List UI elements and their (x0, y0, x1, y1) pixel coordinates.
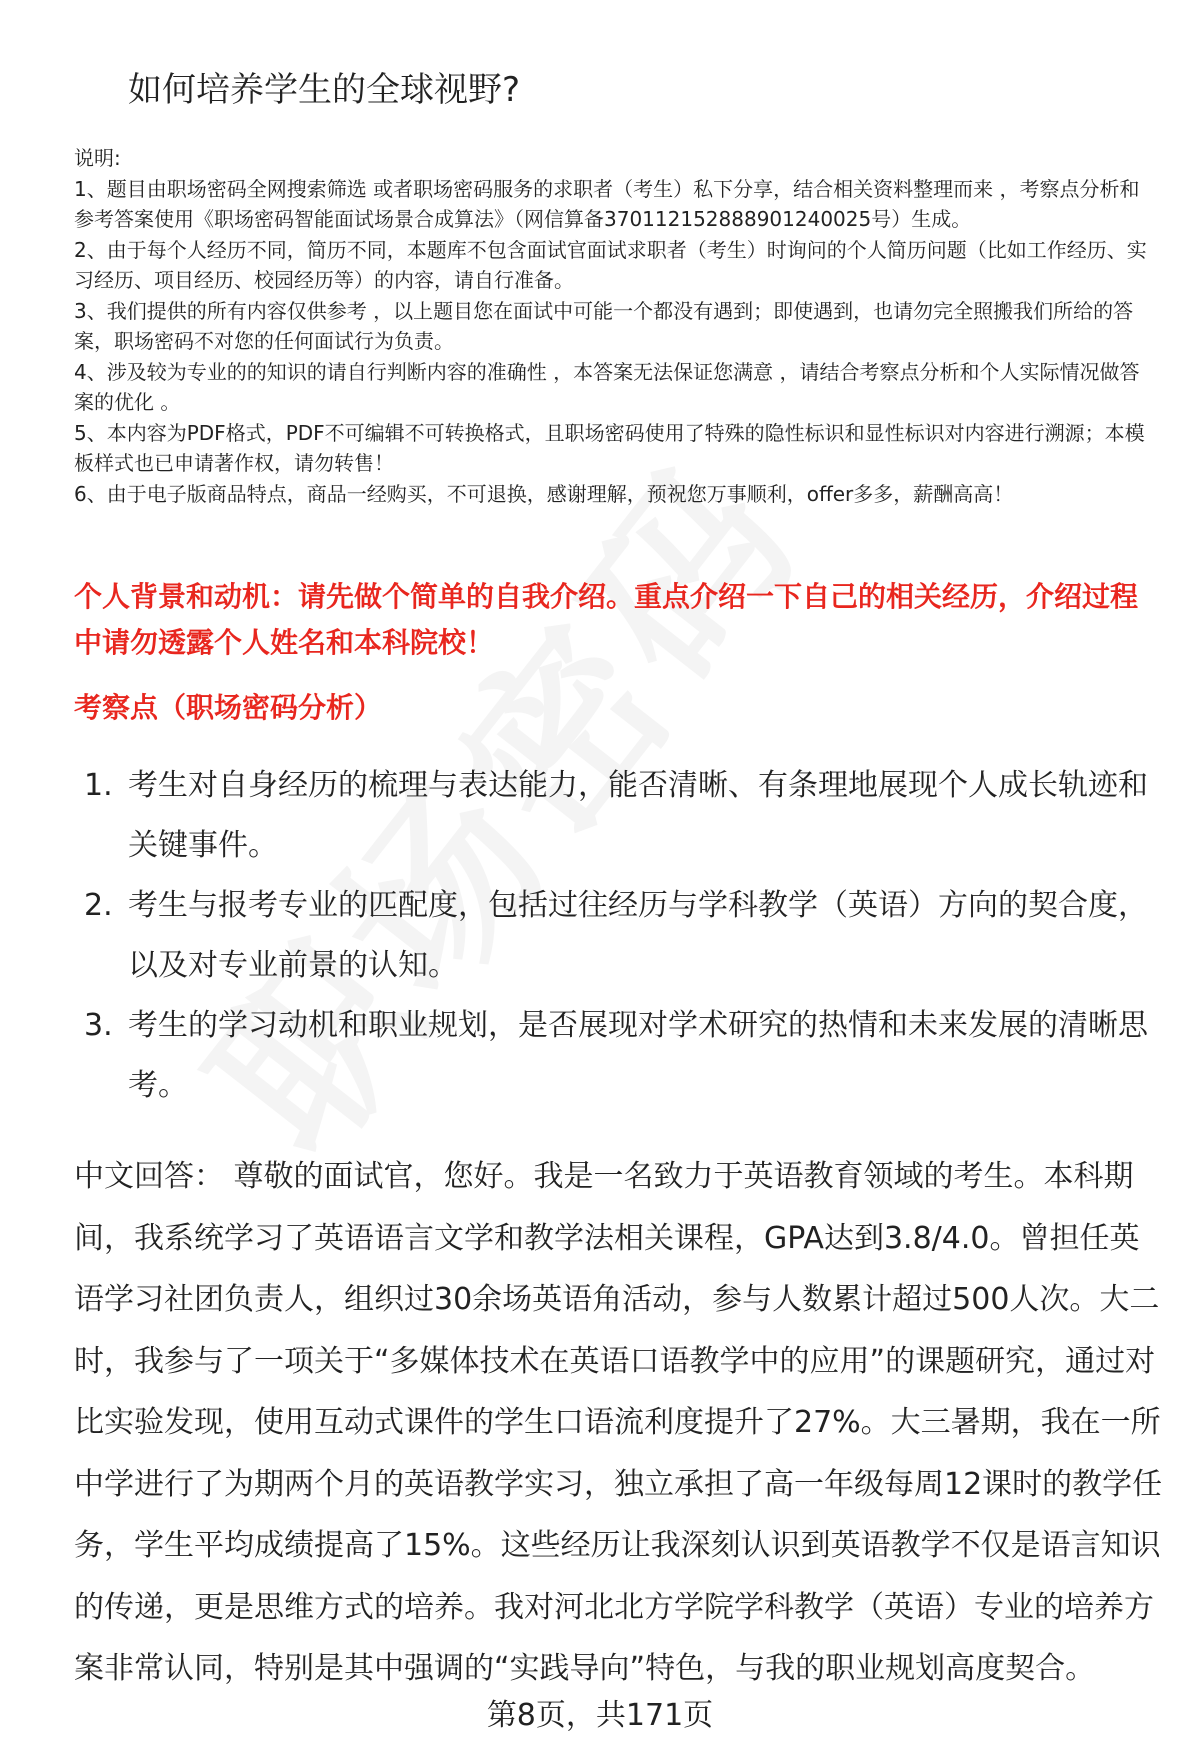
note-item: 1、题目由职场密码全网搜索筛选 或者职场密码服务的求职者（考生）私下分享，结合相关资料整理而来 ，考察点分析和参考答案使用《职场密码智能面试场景合成算法》（网信算备370112152888901240025号）生成。 (74, 176, 1140, 231)
note-item: 2、由于每个人经历不同，简历不同，本题库不包含面试官面试求职者（考生）时询问的个人简历问题（比如工作经历、实习经历、项目经历、校园经历等）的内容，请自行准备。 (74, 237, 1147, 292)
analysis-points (84, 756, 1164, 1116)
point-number: 2. (84, 888, 113, 923)
point-text: 考生对自身经历的梳理与表达能力，能否清晰、有条理地展现个人成长轨迹和关键事件。 (128, 768, 1148, 863)
page-title: 如何培养学生的全球视野? (128, 70, 521, 110)
note-item: 5、本内容为PDF格式，PDF不可编辑不可转换格式，且职场密码使用了特殊的隐性标识和显性标识对内容进行溯源；本模板样式也已申请著作权，请勿转售！ (74, 420, 1145, 475)
analysis-point (84, 756, 1164, 876)
notes-heading: 说明: (74, 146, 121, 170)
answer-text: 中文回答： 尊敬的面试官，您好。我是一名致力于英语教育领域的考生。本科期间，我系统学习了英语语言文学和教学法相关课程，GPA达到3.8/4.0。曾担任英语学习社团负责人，组织过30余场英语角活动，参与人数累计超过500人次。大二时，我参与了一项关于“多媒体技术在英语口语教学中的应用”的课题研究，通过对比实验发现，使用互动式课件的学生口语流利度提升了27%。大三暑期，我在一所中学进行了为期两个月的英语教学实习，独立承担了高一年级每周12课时的教学任务，学生平均成绩提高了15%。这些经历让我深刻认识到英语教学不仅是语言知识的传递，更是思维方式的培养。我对河北北方学院学科教学（英语）专业的培养方案非常认同，特别是其中强调的“实践导向”特色，与我的职业规划高度契合。 (74, 1159, 1163, 1686)
analysis-title: 考察点（职场密码分析） (74, 691, 383, 724)
note-item: 3、我们提供的所有内容仅供参考 ，以上题目您在面试中可能一个都没有遇到；即使遇到，也请勿完全照搬我们所给的答案，职场密码不对您的任何面试行为负责。 (74, 298, 1134, 353)
analysis-point (84, 996, 1164, 1116)
page-number: 第8页，共171页 (486, 1698, 714, 1733)
note-item: 4、涉及较为专业的的知识的请自行判断内容的准确性 ，本答案无法保证您满意 ，请结合考察点分析和个人实际情况做答案的优化 。 (74, 359, 1140, 414)
notes-block (74, 143, 1154, 509)
interview-question: 个人背景和动机：请先做个简单的自我介绍。重点介绍一下自己的相关经历，介绍过程中请勿透露个人姓名和本科院校！ (74, 580, 1139, 659)
analysis-point (84, 876, 1164, 996)
point-number: 3. (84, 1008, 113, 1043)
point-number: 1. (84, 768, 113, 803)
point-text: 考生的学习动机和职业规划，是否展现对学术研究的热情和未来发展的清晰思考。 (128, 1008, 1148, 1103)
point-text: 考生与报考专业的匹配度，包括过往经历与学科教学（英语）方向的契合度，以及对专业前景的认知。 (128, 888, 1148, 983)
note-item: 6、由于电子版商品特点，商品一经购买，不可退换，感谢理解，预祝您万事顺利，offer多多，薪酬高高！ (74, 481, 1014, 506)
